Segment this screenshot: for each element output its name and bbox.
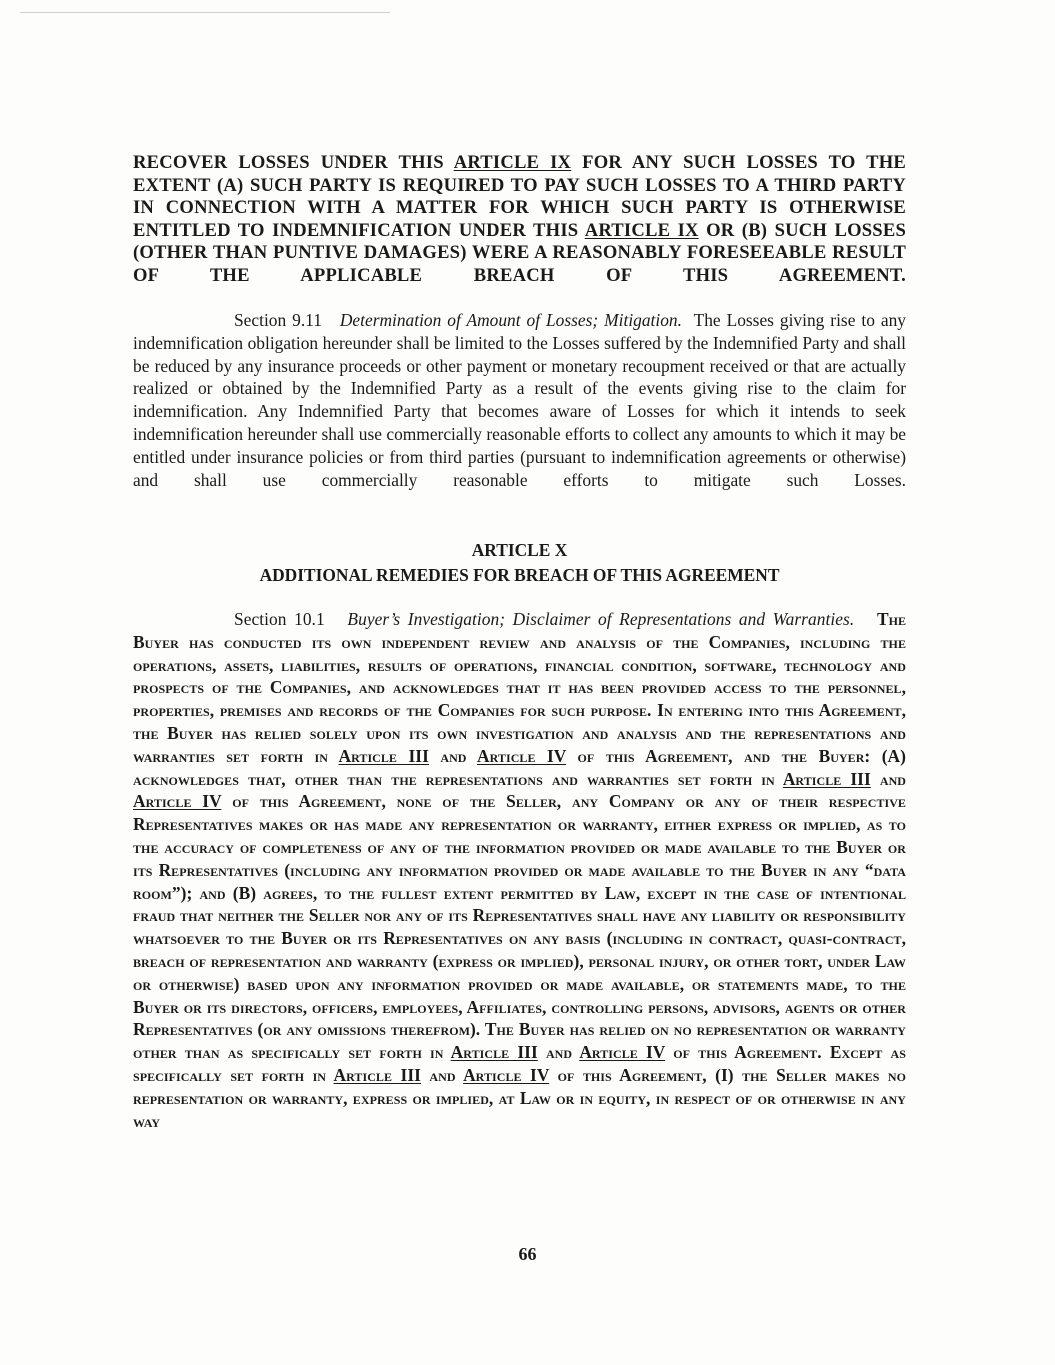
article-iv-reference: Article IV — [579, 1042, 666, 1063]
section-number: Section 10.1 — [234, 609, 325, 629]
section-title: Determination of Amount of Losses; Mitigation. — [339, 310, 682, 330]
article-title: ADDITIONAL REMEDIES FOR BREACH OF THIS AGREEMENT — [259, 565, 780, 585]
article-iv-reference: Article IV — [133, 791, 222, 812]
section-title: Buyer’s Investigation; Disclaimer of Representations and Warranties. — [347, 609, 855, 629]
page-number: 66 — [518, 1244, 537, 1264]
top-rule — [20, 12, 390, 13]
section-9-11 — [133, 309, 906, 491]
article-iii-reference: Article III — [450, 1042, 538, 1063]
article-iii-reference: Article III — [782, 768, 871, 789]
section-body: The Losses giving rise to any indemnification obligation hereunder shall be limited to the Losses suffered by the Indemnified Party and shall be reduced by any insurance proceeds or other payment or monetary recoupment received or that are actually realized or obtained by the Indemnified Party as a result of the events giving rise to the claim for indemnification. Any Indemnified Party that becomes aware of Losses for which it intends to seek indemnification hereunder shall use commercially reasonable efforts to collect any amounts to which it may be entitled under insurance policies or from third parties (pursuant to indemnification agreements or otherwise) and shall use commercially reasonable efforts to mitigate such Losses. — [133, 310, 906, 490]
article-iv-reference: Article IV — [477, 745, 567, 766]
section-number: Section 9.11 — [234, 310, 322, 330]
article-iii-reference: Article III — [338, 745, 429, 766]
article-iv-reference: Article IV — [463, 1064, 550, 1085]
article-ix-reference: ARTICLE IX — [453, 152, 572, 173]
article-ix-reference: ARTICLE IX — [584, 219, 699, 241]
paragraph-continuation: RECOVER LOSSES UNDER THIS ARTICLE IX FOR ANY SUCH LOSSES TO THE EXTENT (A) SUCH PARTY IS REQUIRED TO PAY SUCH LOSSES TO A THIRD PARTY IN CONNECTION WITH A MATTER FOR WHICH SUCH PARTY IS OTHERWISE ENTITLED TO INDEMNIFICATION UNDER THIS ARTICLE IX OR (B) SUCH LOSSES (OTHER THAN PUNTIVE DAMAGES) WERE A REASONABLY FORESEEABLE RESULT OF THE APPLICABLE BREACH OF THIS AGREEMENT. — [133, 152, 906, 286]
article-iii-reference: Article III — [333, 1064, 421, 1085]
section-10-1: Section 10.1 Buyer’s Investigation; Disclaimer of Representations and Warranties. The Buyer has conducted its own independent review and analysis of the Companies, including the operations, assets, liabilities, results of operations, financial condition, software, technology and prospects of the Companies, and acknowledges that it has been provided access to the personnel, properties, premises and records of the Companies for such purpose. In entering into this Agreement, the Buyer has relied solely upon its own investigation and analysis and the representations and warranties set forth in Article III and Article IV of this Agreement, and the Buyer: (A) acknowledges that, other than the representations and warranties set forth in Article III and Article IV of this Agreement, none of the Seller, any Company or any of their respective Representatives makes or has made any representation or warranty, either express or implied, as to the accuracy of completeness of any of the information provided or made available to the Buyer or its Representatives (including any information provided or made available to the Buyer in any “data room”); and (B) agrees, to the fullest extent permitted by Law, except in the case of intentional fraud that neither the Seller nor any of its Representatives shall have any liability or responsibility whatsoever to the Buyer or its Representatives on any basis (including in contract, quasi-contract, breach of representation and warranty (express or implied), personal injury, or other tort, under Law or otherwise) based upon any information provided or made available, or statements made, to the Buyer or its directors, officers, employees, Affiliates, controlling persons, advisors, agents or other Representatives (or any omissions therefrom). The Buyer has relied on no representation or warranty other than as specifically set forth in Article III and Article IV of this Agreement. Except as specifically set forth in Article III and Article IV of this Agreement, (I) the Seller makes no representation or warranty, express or implied, at Law or in equity, in respect of or otherwise in any way — [133, 609, 907, 1131]
article-label: ARTICLE X — [471, 540, 568, 560]
